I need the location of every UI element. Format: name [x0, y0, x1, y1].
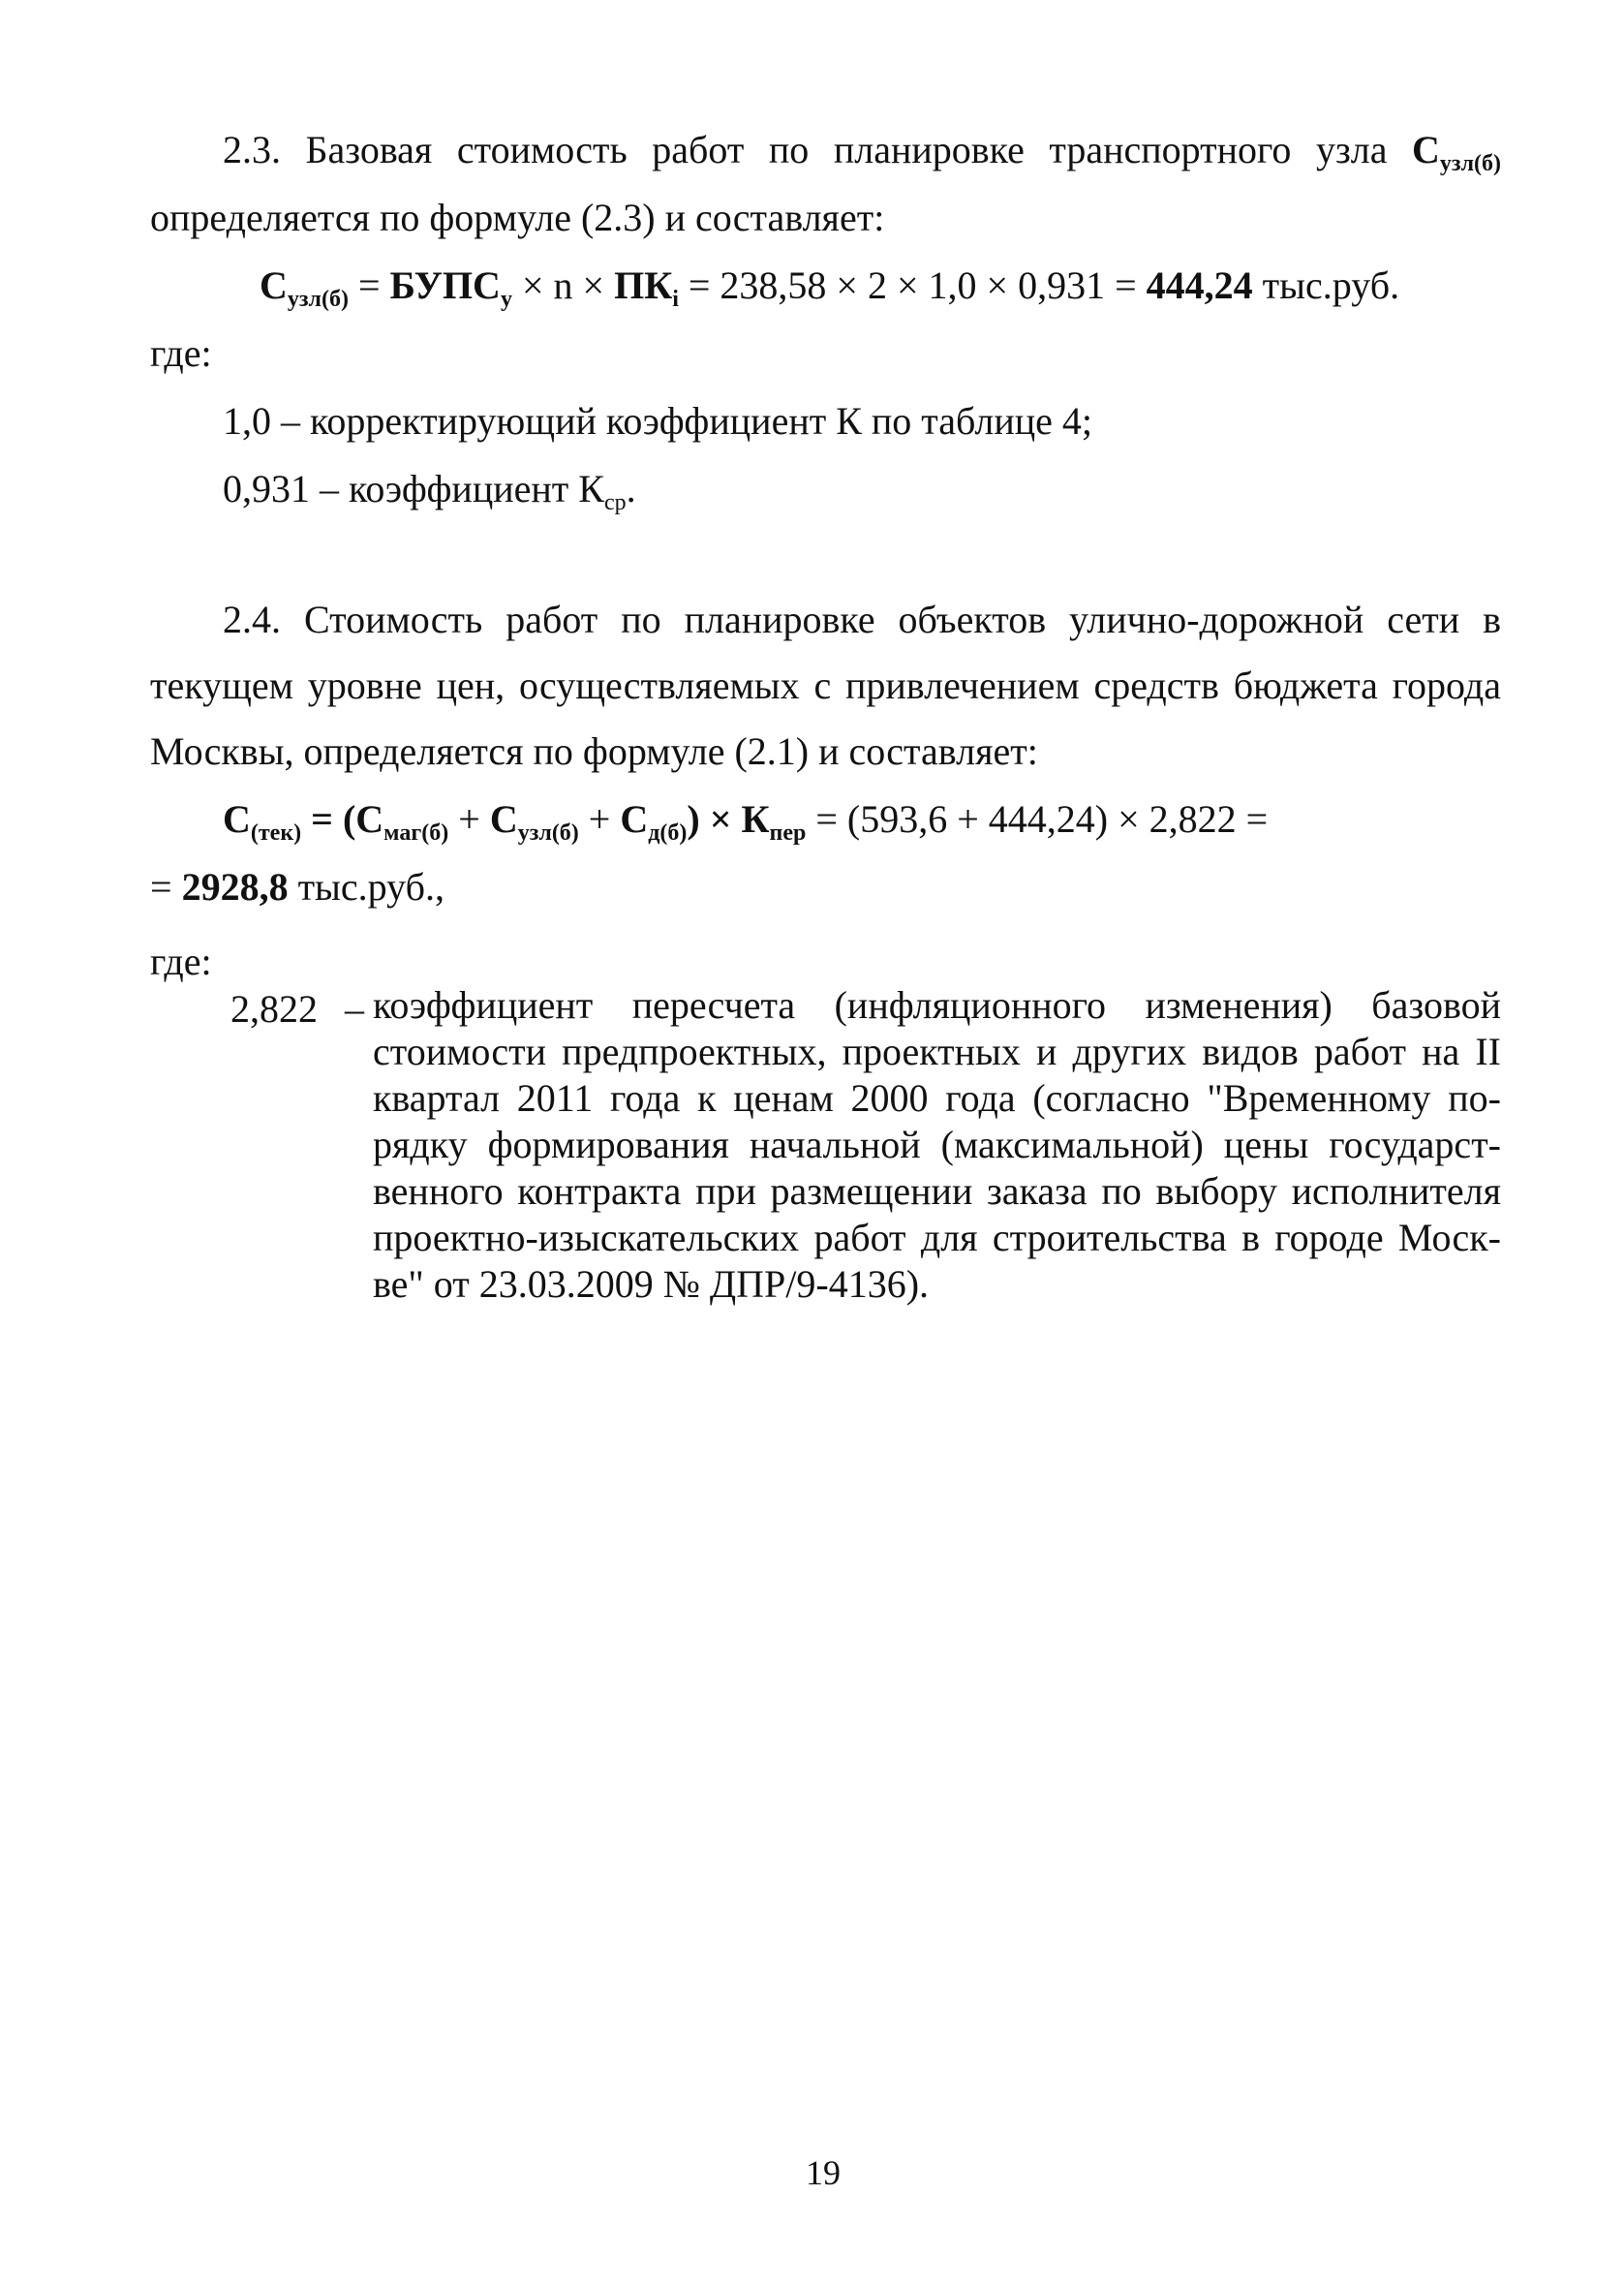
formula-2-3: $С_{узл(б)}$ = $БУПС_у \times n \times ПК_i = 238,58 \times 2 \times 1,0 \times 0,931 = 444,24$ тыс.руб. — [260, 263, 1400, 312]
formula-2-1: $С_{(тек)} = (С_{маг(б)} + С_{узл(б)} + С_{д(б)}) \times К_{пер} = (593,6 + 444,24) \times 2,822$ = — [223, 797, 1269, 846]
formula-c-d: $С_{д(б)}$ — [620, 797, 688, 846]
section-2-4-line-2: текущем уровне цен, осуществляемых с привлечением средств бюджета города — [150, 664, 1501, 707]
section-2-3-line-1 — [223, 128, 1502, 176]
formula-c-uzl: $С_{узл(б)}$ — [489, 797, 579, 846]
formula-pk: $ПК_i$ — [614, 263, 679, 312]
definition-2: 0,931 – коэффициент $К_{ср}$. — [223, 467, 636, 515]
symbol-c-uzl: $С_{узл(б)}$ — [1412, 128, 1502, 176]
coef-line-5: венного контракта при размещении заказа по выбору исполнителя — [373, 1169, 1501, 1213]
definition-1: 1,0 – корректирующий коэффициент К по таблице 4; — [223, 399, 1093, 443]
section-2-4-line-3: Москвы, определяется по формуле (2.1) и составляет: — [150, 729, 1038, 773]
coef-line-4: рядку формирования начальной (максимальной) цены государст- — [373, 1123, 1501, 1166]
formula-lhs: $С_{узл(б)}$ — [260, 263, 349, 312]
formula-bupc: $БУПС_у$ — [389, 263, 512, 312]
where-label-2: где: — [150, 940, 212, 983]
formula-result: 444,24 — [1146, 263, 1253, 307]
coef-dash: – — [345, 987, 364, 1031]
section-2-3-intro: 2.3. Базовая стоимость работ по планировке транспортного узла — [223, 128, 1388, 171]
coef-line-7: ве" от 23.03.2009 № ДПР/9-4136). — [373, 1262, 930, 1306]
coef-line-3: квартал 2011 года к ценам 2000 года (согласно "Временному по- — [373, 1076, 1501, 1120]
formula-c-tek: $С_{(тек)}$ — [223, 797, 302, 846]
section-2-4-line-1: 2.4. Стоимость работ по планировке объектов улично-дорожной сети в — [223, 598, 1501, 641]
coef-value: 2,822 — [230, 987, 318, 1031]
page-number: 19 — [806, 2153, 841, 2192]
formula-k-per: $К_{пер}$ — [741, 797, 807, 846]
coef-line-2: стоимости предпроектных, проектных и других видов работ на II — [373, 1030, 1501, 1073]
section-2-3-line-2: определяется по формуле (2.3) и составляет: — [150, 196, 885, 239]
where-label-1: где: — [150, 331, 212, 375]
formula-2-1-result: = 2928,8 тыс.руб., — [150, 865, 444, 909]
result-value: 2928,8 — [181, 865, 289, 909]
coef-line-6: проектно-изыскательских работ для строительства в городе Моск- — [373, 1216, 1501, 1259]
coef-line-1: коэффициент пересчета (инфляционного изменения) базовой — [373, 983, 1501, 1027]
formula-c-mag: $С_{маг(б)}$ — [355, 797, 449, 846]
